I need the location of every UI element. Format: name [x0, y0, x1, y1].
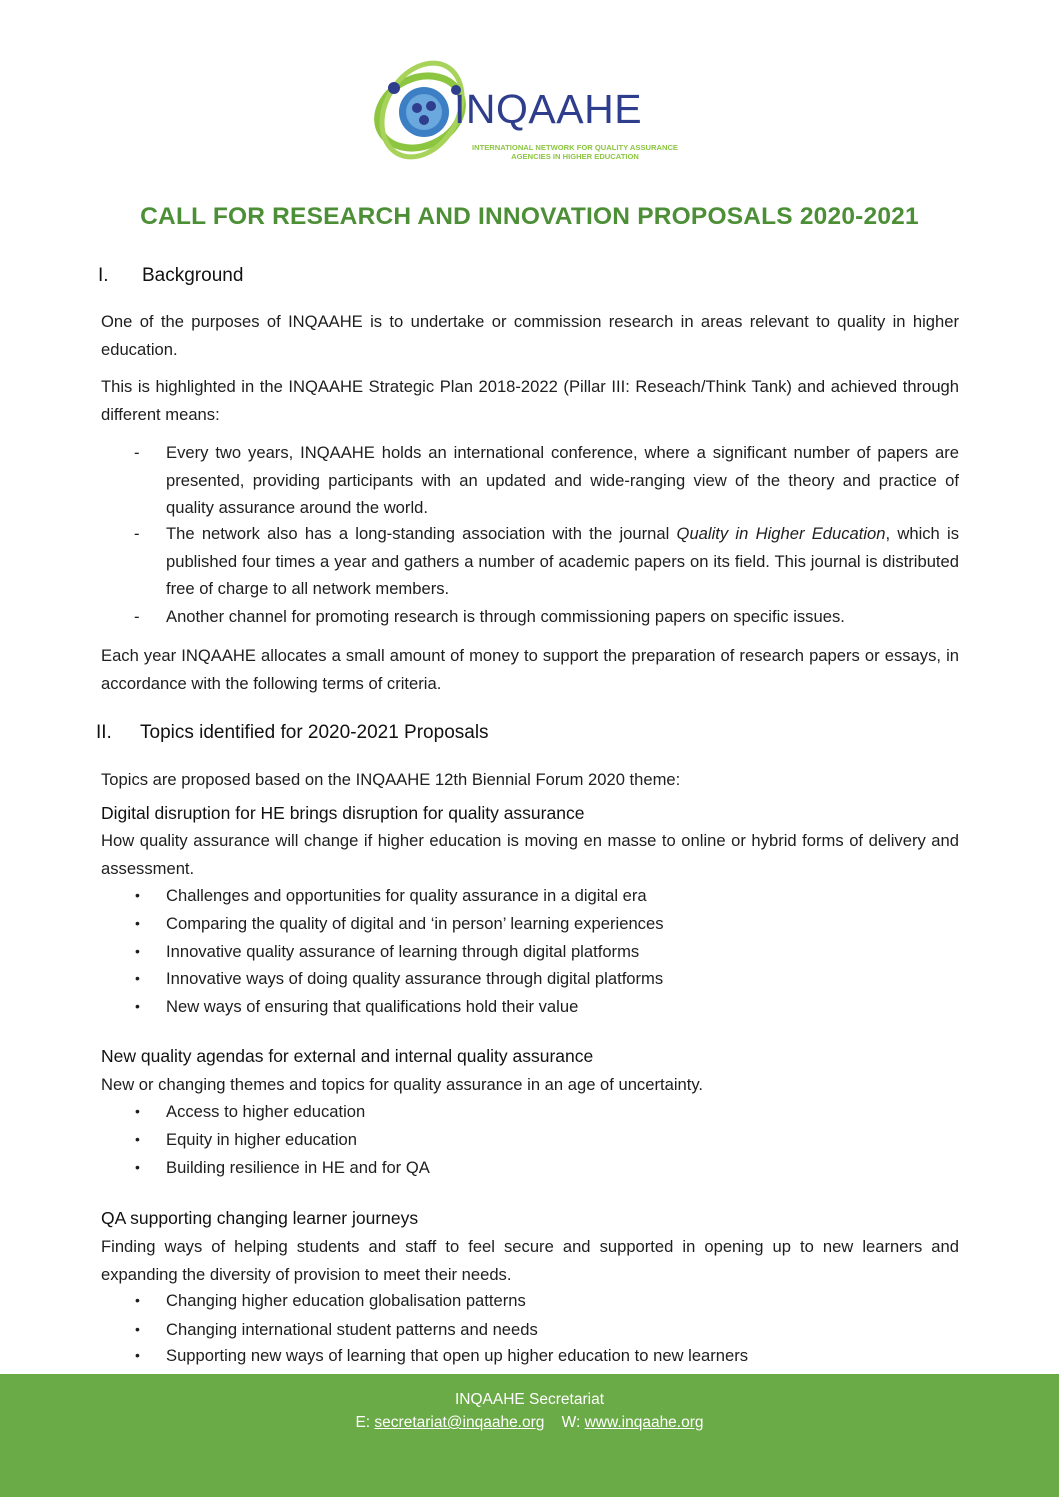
topic-2-title: New quality agendas for external and internal quality assurance	[101, 1046, 594, 1066]
bullet-text: Innovative quality assurance of learning through digital platforms	[166, 942, 640, 961]
bullet-text: Equity in higher education	[166, 1130, 357, 1149]
email-link[interactable]: secretariat@inqaahe.org	[374, 1414, 545, 1431]
footer	[0, 1374, 1059, 1497]
section-1-number: I.	[98, 265, 109, 286]
logo-tagline-line-2: AGENCIES IN HIGHER EDUCATION	[511, 152, 639, 161]
bullet-marker: •	[135, 1159, 140, 1175]
bullet-text: Challenges and opportunities for quality assurance in a digital era	[166, 886, 647, 905]
bullet-text: Building resilience in HE and for QA	[166, 1158, 430, 1177]
background-paragraph-1: One of the purposes of INQAAHE is to undertake or commission research in areas relevant to quality in higher education.	[101, 312, 959, 359]
topic-2-description: New or changing themes and topics for quality assurance in an age of uncertainty.	[101, 1075, 704, 1094]
bullet-text: New ways of ensuring that qualifications hold their value	[166, 997, 579, 1016]
topic-1-title: Digital disruption for HE brings disruption for quality assurance	[101, 803, 585, 823]
website-link[interactable]: www.inqaahe.org	[584, 1414, 704, 1431]
bullet-text: Changing higher education globalisation patterns	[166, 1291, 526, 1310]
list-item-text: Another channel for promoting research is through commissioning papers on specific issues.	[166, 607, 845, 626]
bullet-marker: •	[135, 1321, 140, 1337]
bullet-marker: •	[135, 1347, 140, 1363]
web-label: W:	[561, 1414, 581, 1431]
dash-marker: -	[134, 607, 140, 626]
logo-tagline	[460, 143, 690, 161]
list-item-text-part: , which is published four times a year and gathers a number of academic papers on its field. This journal is distributed free of charge to all network members.	[166, 524, 960, 598]
bullet-text: Innovative ways of doing quality assurance through digital platforms	[166, 969, 664, 988]
dash-marker: -	[134, 443, 140, 462]
bullet-marker: •	[135, 998, 140, 1014]
section-2-title: Topics identified for 2020-2021 Proposals	[140, 722, 489, 743]
journal-title: Quality in Higher Education	[676, 524, 886, 543]
list-item-text	[166, 520, 959, 603]
bullet-text: Supporting new ways of learning that open up higher education to new learners	[166, 1346, 749, 1365]
logo-wordmark: INQAAHE	[454, 86, 643, 132]
bullet-marker: •	[135, 943, 140, 959]
topic-3-title: QA supporting changing learner journeys	[101, 1208, 419, 1228]
list-item-text-part: The network also has a long-standing association with the journal	[166, 524, 677, 543]
bullet-marker: •	[135, 1131, 140, 1147]
bullet-marker: •	[135, 887, 140, 903]
section-2-number: II.	[96, 722, 112, 743]
page-title: CALL FOR RESEARCH AND INNOVATION PROPOSALS 2020-2021	[140, 203, 919, 230]
bullet-marker: •	[135, 1292, 140, 1308]
bullet-text: Changing international student patterns and needs	[166, 1320, 538, 1339]
email-label: E:	[355, 1414, 371, 1431]
bullet-text: Comparing the quality of digital and ‘in person’ learning experiences	[166, 914, 664, 933]
bullet-text: Access to higher education	[166, 1102, 366, 1121]
background-paragraph-2: This is highlighted in the INQAAHE Strategic Plan 2018-2022 (Pillar III: Reseach/Think Tank) and achieved through different means:	[101, 377, 959, 424]
section-1-title: Background	[142, 265, 244, 286]
dash-marker: -	[134, 524, 140, 543]
topic-3-description: Finding ways of helping students and staff to feel secure and supported in opening up to new learners and expanding the diversity of provision to meet their needs.	[101, 1237, 959, 1284]
footer-org-name: INQAAHE Secretariat	[454, 1391, 605, 1408]
bullet-marker: •	[135, 970, 140, 986]
topic-1-description: How quality assurance will change if higher education is moving en masse to online or hybrid forms of delivery and assessment.	[101, 831, 959, 878]
footer-contact	[0, 1414, 1059, 1432]
topics-intro: Topics are proposed based on the INQAAHE 12th Biennial Forum 2020 theme:	[101, 770, 681, 789]
list-item-text: Every two years, INQAAHE holds an international conference, where a significant number of papers are presented, providing participants with an updated and wide-ranging view of the theory and practice of quality assurance around the world.	[166, 443, 959, 517]
inqaahe-logo	[372, 50, 682, 175]
background-paragraph-3: Each year INQAAHE allocates a small amount of money to support the preparation of research papers or essays, in accordance with the following terms of criteria.	[101, 646, 959, 693]
logo-tagline-line-1: INTERNATIONAL NETWORK FOR QUALITY ASSURANCE	[471, 143, 678, 152]
bullet-marker: •	[135, 1103, 140, 1119]
bullet-marker: •	[135, 915, 140, 931]
